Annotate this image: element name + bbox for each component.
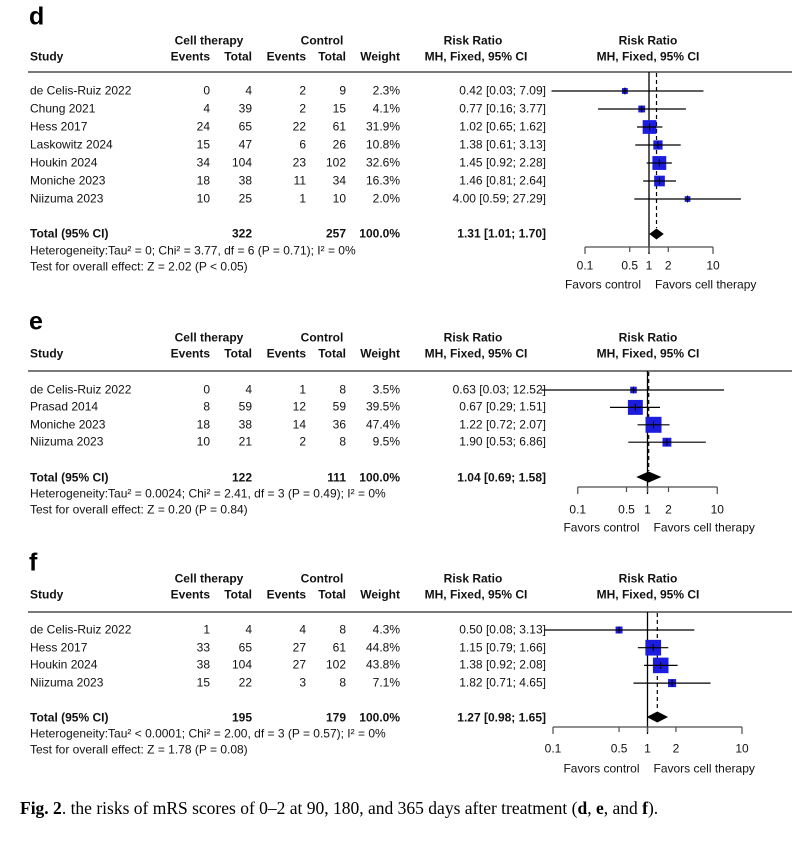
total-treatment-n: 122 — [231, 470, 252, 485]
axis-tick-label: 0.1 — [569, 502, 587, 517]
study-name: Prasad 2014 — [30, 399, 99, 414]
treatment-events-cell: 10 — [196, 191, 210, 206]
weight-cell: 2.3% — [372, 83, 400, 98]
caption-panel-f: f — [642, 798, 648, 818]
treatment-events-cell: 34 — [196, 155, 210, 170]
column-header-mh-fixed-ci: MH, Fixed, 95% CI — [424, 587, 528, 602]
study-name: Moniche 2023 — [30, 417, 106, 432]
effect-ci-cell: 1.45 [0.92; 2.28] — [459, 155, 546, 170]
treatment-total-cell: 38 — [238, 173, 252, 188]
weight-cell: 32.6% — [365, 155, 400, 170]
total-label: Total (95% CI) — [30, 710, 109, 725]
treatment-events-cell: 1 — [203, 622, 210, 637]
column-header-study: Study — [30, 346, 64, 361]
caption-panel-e: e — [595, 798, 604, 818]
total-weight: 100.0% — [359, 470, 400, 485]
group-header-cell-therapy: Cell therapy — [174, 33, 244, 48]
effect-ci-cell: 1.38 [0.61; 3.13] — [459, 137, 546, 152]
control-events-cell: 27 — [292, 640, 306, 655]
column-header-total: Total — [224, 346, 252, 361]
effect-ci-cell: 0.77 [0.16; 3.77] — [459, 101, 546, 116]
treatment-events-cell: 15 — [196, 137, 210, 152]
treatment-total-cell: 47 — [238, 137, 252, 152]
column-header-events: Events — [266, 346, 306, 361]
control-total-cell: 8 — [339, 622, 346, 637]
effect-ci-cell: 1.15 [0.79; 1.66] — [459, 640, 546, 655]
axis-tick-label: 2 — [664, 258, 672, 273]
caption-end: ). — [647, 798, 659, 818]
plot-header-mh-fixed-ci: MH, Fixed, 95% CI — [596, 49, 700, 64]
caption-text: . the risks of mRS scores of 0–2 at 90, 180, and 365 days after treatment ( — [61, 798, 578, 818]
column-header-weight: Weight — [360, 49, 400, 64]
control-total-cell: 59 — [332, 399, 346, 414]
control-events-cell: 2 — [299, 101, 306, 116]
overall-test-note: Test for overall effect: Z = 0.20 (P = 0.84) — [30, 502, 248, 517]
effect-ci-cell: 0.63 [0.03; 12.52] — [452, 382, 546, 397]
study-name: Houkin 2024 — [30, 657, 98, 672]
panel-letter: e — [29, 307, 43, 336]
control-events-cell: 4 — [299, 622, 306, 637]
column-header-total: Total — [318, 587, 346, 602]
group-header-control: Control — [300, 33, 344, 48]
total-label: Total (95% CI) — [30, 226, 109, 241]
treatment-events-cell: 18 — [196, 173, 210, 188]
column-header-mh-fixed-ci: MH, Fixed, 95% CI — [424, 49, 528, 64]
effect-ci-cell: 1.90 [0.53; 6.86] — [459, 434, 546, 449]
control-total-cell: 10 — [332, 191, 346, 206]
treatment-total-cell: 4 — [245, 83, 252, 98]
favors-left-label: Favors control — [563, 520, 640, 535]
weight-cell: 44.8% — [365, 640, 400, 655]
weight-cell: 39.5% — [365, 399, 400, 414]
caption-sep: , — [587, 798, 596, 818]
treatment-total-cell: 65 — [238, 640, 252, 655]
total-effect-ci: 1.31 [1.01; 1.70] — [457, 226, 546, 241]
treatment-events-cell: 0 — [203, 83, 210, 98]
heterogeneity-note: Heterogeneity:Tau² = 0.0024; Chi² = 2.41, df = 3 (P = 0.49); I² = 0% — [30, 486, 386, 501]
column-header-events: Events — [266, 49, 306, 64]
treatment-total-cell: 4 — [245, 382, 252, 397]
study-name: de Celis-Ruiz 2022 — [30, 83, 132, 98]
effect-ci-cell: 0.42 [0.03; 7.09] — [459, 83, 546, 98]
control-total-cell: 9 — [339, 83, 346, 98]
axis-tick-label: 0.5 — [610, 741, 628, 756]
total-treatment-n: 322 — [231, 226, 252, 241]
weight-cell: 9.5% — [372, 434, 400, 449]
column-header-weight: Weight — [360, 587, 400, 602]
group-header-risk-ratio: Risk Ratio — [443, 571, 503, 586]
control-events-cell: 23 — [292, 155, 306, 170]
study-name: Niizuma 2023 — [30, 434, 104, 449]
control-events-cell: 1 — [299, 191, 306, 206]
control-events-cell: 22 — [292, 119, 306, 134]
weight-cell: 2.0% — [372, 191, 400, 206]
treatment-events-cell: 18 — [196, 417, 210, 432]
weight-cell: 7.1% — [372, 675, 400, 690]
control-events-cell: 27 — [292, 657, 306, 672]
total-control-n: 179 — [325, 710, 346, 725]
group-header-control: Control — [300, 571, 344, 586]
column-header-study: Study — [30, 587, 64, 602]
treatment-events-cell: 0 — [203, 382, 210, 397]
study-name: Chung 2021 — [30, 101, 96, 116]
weight-cell: 10.8% — [365, 137, 400, 152]
weight-cell: 3.5% — [372, 382, 400, 397]
study-name: Hess 2017 — [30, 640, 88, 655]
study-name: Niizuma 2023 — [30, 191, 104, 206]
column-header-total: Total — [224, 49, 252, 64]
plot-header-risk-ratio: Risk Ratio — [618, 571, 678, 586]
axis-tick-label: 10 — [710, 502, 724, 517]
total-control-n: 111 — [327, 470, 346, 485]
study-name: de Celis-Ruiz 2022 — [30, 622, 132, 637]
study-name: Hess 2017 — [30, 119, 88, 134]
overall-test-note: Test for overall effect: Z = 1.78 (P = 0.08) — [30, 742, 248, 757]
caption-sep: , and — [603, 798, 643, 818]
study-name: Niizuma 2023 — [30, 675, 104, 690]
column-header-events: Events — [170, 587, 210, 602]
study-name: Moniche 2023 — [30, 173, 106, 188]
axis-tick-label: 1 — [644, 502, 651, 517]
favors-right-label: Favors cell therapy — [653, 761, 755, 776]
weight-cell: 43.8% — [365, 657, 400, 672]
control-total-cell: 8 — [339, 434, 346, 449]
column-header-mh-fixed-ci: MH, Fixed, 95% CI — [424, 346, 528, 361]
control-events-cell: 2 — [299, 434, 306, 449]
treatment-total-cell: 104 — [231, 657, 252, 672]
treatment-events-cell: 38 — [196, 657, 210, 672]
effect-ci-cell: 1.82 [0.71; 4.65] — [459, 675, 546, 690]
control-total-cell: 8 — [339, 675, 346, 690]
control-events-cell: 12 — [292, 399, 306, 414]
plot-header-mh-fixed-ci: MH, Fixed, 95% CI — [596, 346, 700, 361]
weight-cell: 4.1% — [372, 101, 400, 116]
treatment-total-cell: 104 — [231, 155, 252, 170]
panel-letter: d — [29, 2, 45, 31]
panel-letter: f — [29, 548, 38, 577]
control-total-cell: 61 — [332, 119, 346, 134]
plot-header-risk-ratio: Risk Ratio — [618, 330, 678, 345]
group-header-cell-therapy: Cell therapy — [174, 571, 244, 586]
treatment-events-cell: 10 — [196, 434, 210, 449]
effect-ci-cell: 1.22 [0.72; 2.07] — [459, 417, 546, 432]
treatment-events-cell: 8 — [203, 399, 210, 414]
study-name: Houkin 2024 — [30, 155, 98, 170]
plot-header-risk-ratio: Risk Ratio — [618, 33, 678, 48]
column-header-total: Total — [318, 346, 346, 361]
group-header-risk-ratio: Risk Ratio — [443, 33, 503, 48]
treatment-events-cell: 24 — [196, 119, 210, 134]
total-treatment-n: 195 — [231, 710, 252, 725]
favors-left-label: Favors control — [564, 277, 641, 292]
treatment-events-cell: 33 — [196, 640, 210, 655]
caption-label: Fig. 2 — [20, 798, 62, 818]
plot-header-mh-fixed-ci: MH, Fixed, 95% CI — [596, 587, 700, 602]
effect-ci-cell: 1.38 [0.92; 2.08] — [459, 657, 546, 672]
favors-right-label: Favors cell therapy — [653, 520, 755, 535]
axis-tick-label: 1 — [644, 741, 651, 756]
weight-cell: 31.9% — [365, 119, 400, 134]
effect-ci-cell: 4.00 [0.59; 27.29] — [452, 191, 546, 206]
axis-tick-label: 10 — [735, 741, 749, 756]
axis-tick-label: 10 — [706, 258, 720, 273]
column-header-total: Total — [224, 587, 252, 602]
treatment-events-cell: 15 — [196, 675, 210, 690]
column-header-events: Events — [170, 49, 210, 64]
group-header-cell-therapy: Cell therapy — [174, 330, 244, 345]
weight-cell: 4.3% — [372, 622, 400, 637]
axis-tick-label: 2 — [665, 502, 672, 517]
control-total-cell: 102 — [325, 155, 346, 170]
treatment-total-cell: 25 — [238, 191, 252, 206]
favors-left-label: Favors control — [563, 761, 640, 776]
control-total-cell: 26 — [332, 137, 346, 152]
column-header-weight: Weight — [360, 346, 400, 361]
control-events-cell: 2 — [299, 83, 306, 98]
control-total-cell: 36 — [332, 417, 346, 432]
weight-cell: 16.3% — [365, 173, 400, 188]
column-header-total: Total — [318, 49, 346, 64]
weight-cell: 47.4% — [365, 417, 400, 432]
effect-ci-cell: 1.02 [0.65; 1.62] — [459, 119, 546, 134]
treatment-total-cell: 39 — [238, 101, 252, 116]
total-label: Total (95% CI) — [30, 470, 109, 485]
control-events-cell: 1 — [299, 382, 306, 397]
group-header-risk-ratio: Risk Ratio — [443, 330, 503, 345]
axis-tick-label: 2 — [672, 741, 680, 756]
axis-tick-label: 0.5 — [618, 502, 635, 517]
treatment-total-cell: 22 — [238, 675, 252, 690]
heterogeneity-note: Heterogeneity:Tau² < 0.0001; Chi² = 2.00, df = 3 (P = 0.57); I² = 0% — [30, 726, 386, 741]
effect-ci-cell: 0.50 [0.08; 3.13] — [459, 622, 546, 637]
control-events-cell: 6 — [299, 137, 306, 152]
axis-tick-label: 0.1 — [544, 741, 562, 756]
study-name: de Celis-Ruiz 2022 — [30, 382, 132, 397]
group-header-control: Control — [300, 330, 344, 345]
control-total-cell: 61 — [332, 640, 346, 655]
treatment-total-cell: 38 — [238, 417, 252, 432]
treatment-total-cell: 21 — [238, 434, 252, 449]
treatment-total-cell: 59 — [238, 399, 252, 414]
heterogeneity-note: Heterogeneity:Tau² = 0; Chi² = 3.77, df = 6 (P = 0.71); I² = 0% — [30, 243, 356, 258]
total-effect-ci: 1.27 [0.98; 1.65] — [457, 710, 546, 725]
total-control-n: 257 — [325, 226, 346, 241]
study-name: Laskowitz 2024 — [30, 137, 113, 152]
treatment-events-cell: 4 — [203, 101, 210, 116]
control-events-cell: 11 — [293, 173, 306, 188]
control-total-cell: 8 — [339, 382, 346, 397]
total-weight: 100.0% — [359, 710, 400, 725]
column-header-study: Study — [30, 49, 64, 64]
effect-ci-cell: 1.46 [0.81; 2.64] — [459, 173, 546, 188]
total-weight: 100.0% — [359, 226, 400, 241]
control-events-cell: 3 — [299, 675, 306, 690]
column-header-events: Events — [266, 587, 306, 602]
total-effect-ci: 1.04 [0.69; 1.58] — [457, 470, 546, 485]
caption-panel-d: d — [577, 798, 588, 818]
axis-tick-label: 0.5 — [621, 258, 639, 273]
favors-right-label: Favors cell therapy — [655, 277, 757, 292]
treatment-total-cell: 4 — [245, 622, 252, 637]
overall-test-note: Test for overall effect: Z = 2.02 (P < 0.05) — [30, 259, 248, 274]
axis-tick-label: 1 — [645, 258, 653, 273]
control-events-cell: 14 — [292, 417, 306, 432]
effect-ci-cell: 0.67 [0.29; 1.51] — [459, 399, 546, 414]
axis-tick-label: 0.1 — [576, 258, 594, 273]
treatment-total-cell: 65 — [238, 119, 252, 134]
column-header-events: Events — [170, 346, 210, 361]
figure-caption — [20, 798, 790, 819]
control-total-cell: 15 — [332, 101, 346, 116]
control-total-cell: 102 — [325, 657, 346, 672]
control-total-cell: 34 — [332, 173, 346, 188]
